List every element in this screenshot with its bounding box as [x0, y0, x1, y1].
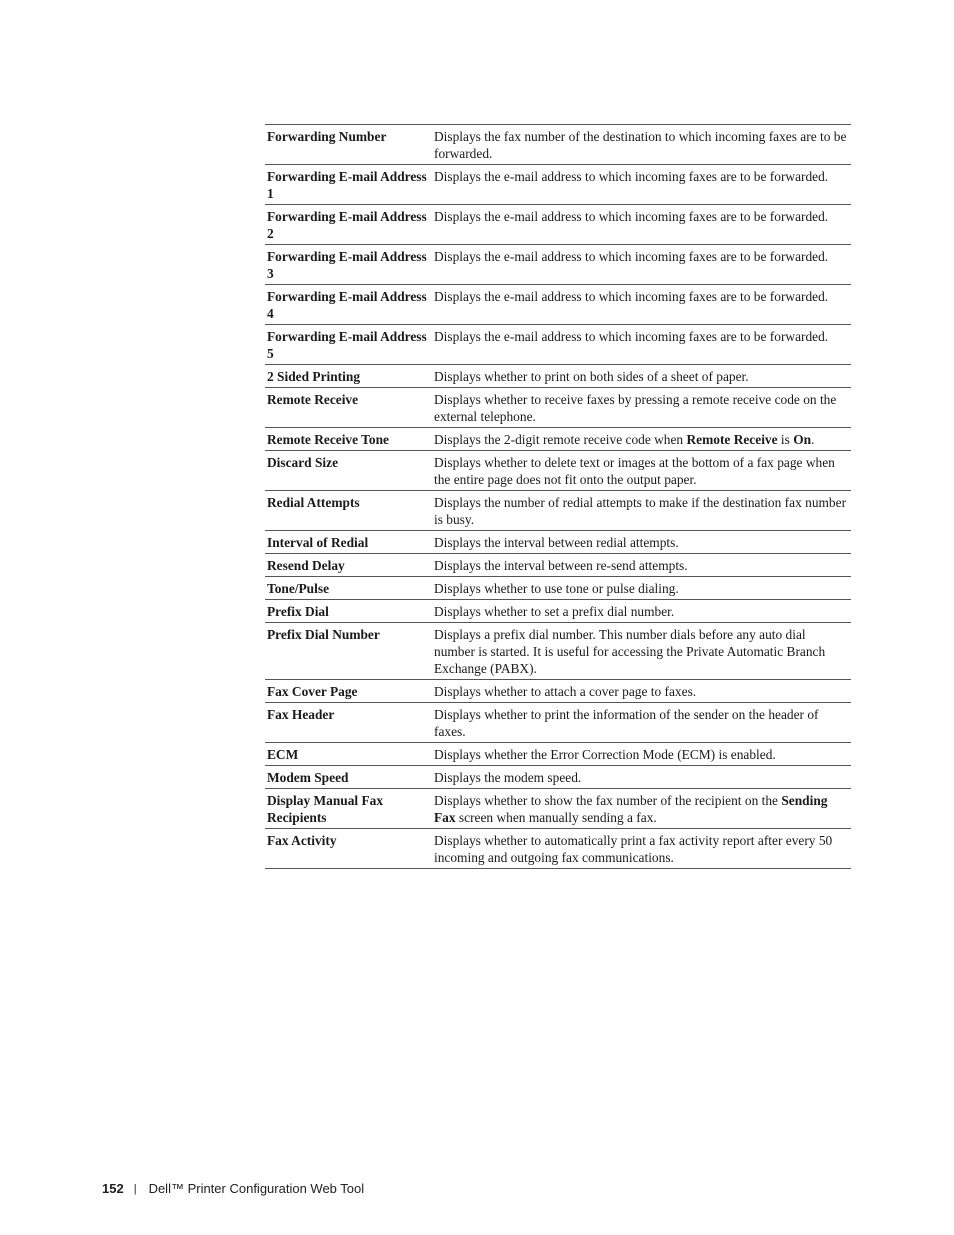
setting-description: Displays a prefix dial number. This number dials before any auto dial number is started. It is useful for accessing the Private Automatic Branch Exchange (PABX).	[432, 623, 851, 680]
setting-name: Forwarding E-mail Address 4	[265, 285, 432, 325]
setting-description: Displays whether to receive faxes by pressing a remote receive code on the external telephone.	[432, 388, 851, 428]
setting-name: Modem Speed	[265, 766, 432, 789]
setting-name: Forwarding E-mail Address 5	[265, 325, 432, 365]
footer-title: Dell™ Printer Configuration Web Tool	[148, 1181, 365, 1196]
table-row	[265, 165, 851, 205]
setting-description: Displays the interval between redial attempts.	[432, 531, 851, 554]
page-number: 152	[102, 1181, 124, 1196]
setting-description: Displays whether to delete text or images at the bottom of a fax page when the entire page does not fit onto the output paper.	[432, 451, 851, 491]
table-row	[265, 680, 851, 703]
setting-description: Displays the fax number of the destination to which incoming faxes are to be forwarded.	[432, 125, 851, 165]
setting-description: Displays the number of redial attempts to make if the destination fax number is busy.	[432, 491, 851, 531]
desc-bold-term: Sending Fax	[434, 793, 828, 825]
page-footer	[102, 1181, 364, 1196]
desc-bold-term: On	[793, 432, 812, 447]
table-row	[265, 766, 851, 789]
setting-description	[432, 428, 851, 451]
setting-description: Displays whether the Error Correction Mode (ECM) is enabled.	[432, 743, 851, 766]
setting-description: Displays whether to use tone or pulse dialing.	[432, 577, 851, 600]
table-row	[265, 623, 851, 680]
setting-name: Fax Cover Page	[265, 680, 432, 703]
table-row	[265, 428, 851, 451]
fax-settings-table	[265, 124, 851, 869]
setting-description: Displays the e-mail address to which incoming faxes are to be forwarded.	[432, 245, 851, 285]
table-row	[265, 245, 851, 285]
setting-description: Displays the e-mail address to which incoming faxes are to be forwarded.	[432, 165, 851, 205]
setting-description: Displays the interval between re-send attempts.	[432, 554, 851, 577]
table-row	[265, 125, 851, 165]
setting-description: Displays whether to print the information of the sender on the header of faxes.	[432, 703, 851, 743]
setting-name: Forwarding Number	[265, 125, 432, 165]
setting-name: Fax Activity	[265, 829, 432, 869]
setting-description: Displays the e-mail address to which incoming faxes are to be forwarded.	[432, 285, 851, 325]
setting-name: ECM	[265, 743, 432, 766]
setting-description	[432, 789, 851, 829]
setting-description: Displays whether to print on both sides of a sheet of paper.	[432, 365, 851, 388]
setting-name: Redial Attempts	[265, 491, 432, 531]
desc-text: Displays the 2-digit remote receive code when	[434, 432, 687, 447]
setting-description: Displays the e-mail address to which incoming faxes are to be forwarded.	[432, 205, 851, 245]
setting-name: Forwarding E-mail Address 1	[265, 165, 432, 205]
setting-description: Displays whether to automatically print a fax activity report after every 50 incoming and outgoing fax communications.	[432, 829, 851, 869]
setting-name: Forwarding E-mail Address 3	[265, 245, 432, 285]
table-row	[265, 600, 851, 623]
setting-description: Displays the e-mail address to which incoming faxes are to be forwarded.	[432, 325, 851, 365]
table-row	[265, 531, 851, 554]
setting-description: Displays the modem speed.	[432, 766, 851, 789]
desc-bold-term: Remote Receive	[686, 432, 778, 447]
setting-description: Displays whether to attach a cover page to faxes.	[432, 680, 851, 703]
table-row	[265, 554, 851, 577]
table-row	[265, 703, 851, 743]
table-row	[265, 577, 851, 600]
table-row	[265, 388, 851, 428]
table-row	[265, 829, 851, 869]
desc-text: is	[777, 432, 794, 447]
table-row	[265, 451, 851, 491]
desc-text: Displays whether to show the fax number of the recipient on the	[434, 793, 782, 808]
setting-description: Displays whether to set a prefix dial number.	[432, 600, 851, 623]
table-row	[265, 491, 851, 531]
table-row	[265, 325, 851, 365]
table-row	[265, 365, 851, 388]
setting-name: Tone/Pulse	[265, 577, 432, 600]
table-row	[265, 743, 851, 766]
setting-name: Forwarding E-mail Address 2	[265, 205, 432, 245]
setting-name: 2 Sided Printing	[265, 365, 432, 388]
setting-name: Display Manual Fax Recipients	[265, 789, 432, 829]
setting-name: Remote Receive Tone	[265, 428, 432, 451]
table-row	[265, 285, 851, 325]
setting-name: Remote Receive	[265, 388, 432, 428]
setting-name: Fax Header	[265, 703, 432, 743]
setting-name: Interval of Redial	[265, 531, 432, 554]
setting-name: Prefix Dial Number	[265, 623, 432, 680]
setting-name: Prefix Dial	[265, 600, 432, 623]
setting-name: Discard Size	[265, 451, 432, 491]
setting-name: Resend Delay	[265, 554, 432, 577]
table-row	[265, 205, 851, 245]
footer-separator: |	[133, 1183, 137, 1195]
desc-text: .	[811, 432, 815, 447]
table-row	[265, 789, 851, 829]
desc-text: screen when manually sending a fax.	[455, 810, 657, 825]
